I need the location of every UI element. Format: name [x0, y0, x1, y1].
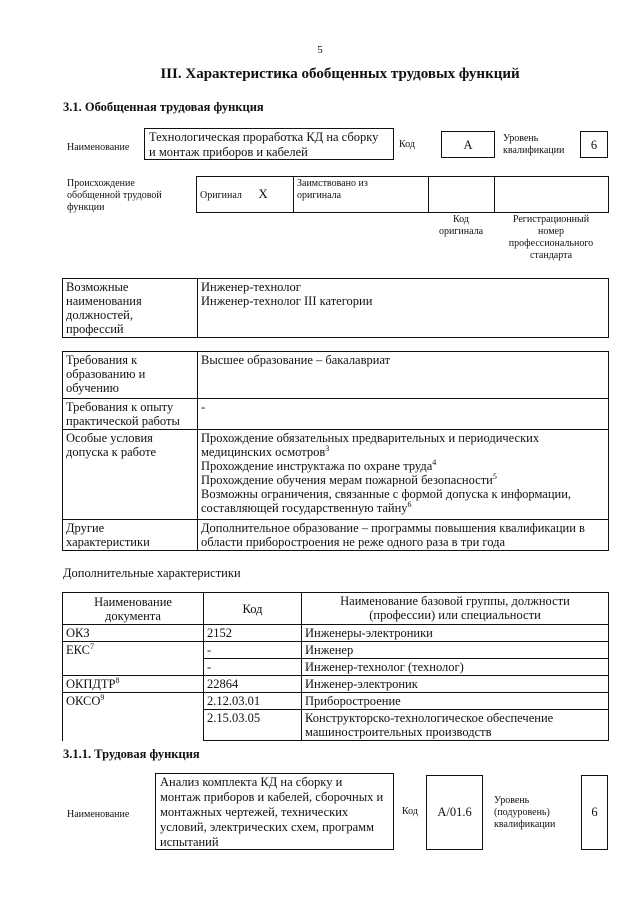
tf-name-label: Наименование [67, 809, 130, 820]
tf-level-value: 6 [581, 775, 608, 850]
origin-code-cell [429, 177, 495, 213]
origin-borrowed-label: Заимствовано из оригинала [294, 177, 429, 213]
requirements-table [62, 351, 609, 551]
additional-header-doc: Наименование документа [63, 593, 204, 625]
code-original-caption: Код оригинала [438, 214, 484, 237]
section-title: III. Характеристика обобщенных трудовых функций [160, 66, 520, 82]
req-education-value: Высшее образование – бакалавриат [198, 352, 609, 399]
req-special-value [198, 430, 609, 520]
tf-title: 3.1.1. Трудовая функция [63, 747, 200, 761]
tf-code-label: Код [402, 806, 418, 817]
req-special-line: Возможны ограничения, связанные с формой допуска к информации, составляющей государственную тайну$^6$ [201, 487, 572, 515]
gtf-level-value: 6 [580, 131, 608, 158]
positions-value: Инженер-технолог Инженер-технолог III категории [198, 279, 609, 338]
tf-level-label: Уровень (подуровень) квалификации [494, 795, 556, 830]
req-special-line: Прохождение обязательных предварительных и периодических медицинских осмотров$^3$ [201, 431, 540, 459]
reg-number-caption: Регистрационный номер профессионального стандарта [508, 214, 594, 261]
tf-code-value: A/01.6 [426, 775, 483, 850]
gtf-name-value: Технологическая проработка КД на сборку и монтаж приборов и кабелей [144, 128, 394, 160]
origin-reg-cell [495, 177, 609, 213]
positions-table [62, 278, 609, 338]
tf-name-value: Анализ комплекта КД на сборку и монтаж приборов и кабелей, сборочных и монтажных чертежей, технических условий, электрических схем, программ испытаний [155, 773, 394, 850]
table-row: - Инженер-технолог (технолог) [63, 659, 609, 676]
req-experience-label: Требования к опыту практической работы [63, 399, 198, 430]
origin-original-label: Оригинал [200, 189, 242, 201]
subsection-title: 3.1. Обобщенная трудовая функция [63, 100, 264, 114]
origin-original-cell [197, 177, 294, 213]
gtf-level-label: Уровень квалификации [503, 133, 565, 156]
req-special-line: Прохождение инструктажа по охране труда$^4$ [201, 457, 437, 473]
additional-header-name: Наименование базовой группы, должности (профессии) или специальности [302, 593, 609, 625]
req-experience-value: - [198, 399, 609, 430]
gtf-code-value: A [441, 131, 495, 158]
table-row: ОКЗ 2152 Инженеры-электроники [63, 625, 609, 642]
table-row: 2.15.03.05 Конструкторско-технологическое обеспечение машиностроительных производств [63, 710, 609, 741]
table-row: ОКСО$^9$ 2.12.03.01 Приборостроение [63, 693, 609, 710]
origin-table [196, 176, 609, 213]
page-number: 5 [317, 44, 323, 56]
req-other-value: Дополнительное образование – программы повышения квалификации в области приборостроения не реже одного раза в три года [198, 520, 609, 551]
additional-title: Дополнительные характеристики [63, 566, 241, 580]
gtf-name-label: Наименование [67, 142, 130, 153]
req-education-label: Требования к образованию и обучению [63, 352, 198, 399]
positions-label: Возможные наименования должностей, профессий [63, 279, 198, 338]
table-row: ОКПДТР$^8$ 22864 Инженер-электроник [63, 676, 609, 693]
req-other-label: Другие характеристики [63, 520, 198, 551]
gtf-code-label: Код [399, 139, 415, 150]
origin-original-mark: X [258, 185, 268, 201]
req-special-label: Особые условия допуска к работе [63, 430, 198, 520]
additional-header-code: Код [204, 593, 302, 625]
origin-label: Происхождение обобщенной трудовой функции [67, 178, 162, 213]
req-special-line: Прохождение обучения мерам пожарной безопасности$^5$ [201, 471, 497, 487]
additional-table [62, 592, 609, 741]
table-row: ЕКС$^7$ - Инженер [63, 642, 609, 659]
